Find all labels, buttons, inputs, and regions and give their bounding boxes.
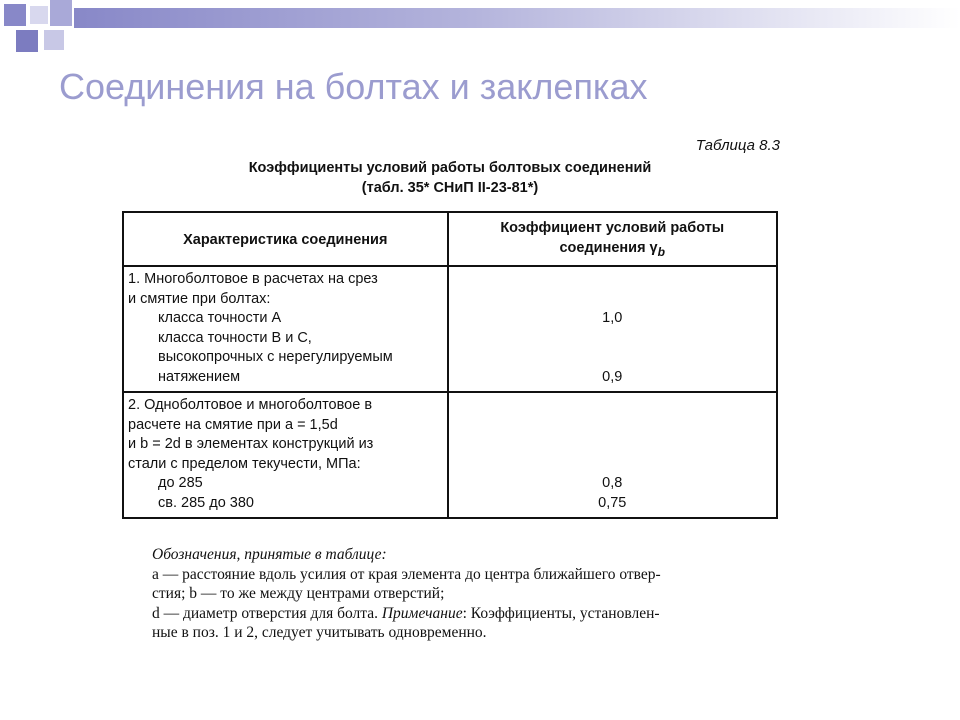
header-coefficient-subscript: b [657,244,666,259]
notes-text: d — диаметр отверстия для болта. [152,604,382,622]
decor-square [50,0,72,26]
slide-title: Соединения на болтах и заклепках [59,66,648,107]
row2-value-a: 0,8 [602,475,623,491]
row1-values [448,266,778,392]
notes-text: : Коэффициенты, установлен- [462,604,660,622]
row1-item: натяжением [158,368,241,385]
row1-line: и смятие при болтах: [128,290,271,307]
header-characteristic-label: Характеристика соединения [183,232,388,248]
decor-square [4,4,26,26]
row2-description [123,392,448,518]
row1-description [123,266,448,392]
header-characteristic [123,212,448,266]
notes-remark-label: Примечание [381,604,463,622]
decor-square [16,30,38,52]
header-gradient-bar [74,8,960,28]
row2-line: 2. Одноболтовое и многоболтовое в [128,397,373,413]
notes-line: ные в поз. 1 и 2, следует учитывать одновременно. [152,624,487,641]
notes-header: Обозначения, принятые в таблице: [152,546,387,563]
header-coefficient-line2 [453,238,773,262]
row1-line: 1. Многоболтовое в расчетах на срез [128,271,378,287]
coefficients-table [122,211,778,519]
notes-line: a — расстояние вдоль усилия от края элемента до центра ближайшего отвер- [152,565,661,583]
table-number: Таблица 8.3 [695,137,780,154]
row1-item: класса точности А [158,310,282,326]
notes-line: стия; b — то же между центрами отверстий; [152,585,445,602]
row2-line: стали с пределом текучести, МПа: [128,455,361,472]
header-coefficient [448,212,778,266]
table-caption: Коэффициенты условий работы болтовых соединений [248,160,652,176]
row2-item: до 285 [158,475,203,491]
header-coefficient-symbol: соединения γ [559,240,658,257]
row2-line: и b = 2d в элементах конструкций из [128,436,374,452]
row1-item: высокопрочных с нерегулируемым [158,349,393,365]
row1-value-b: 0,9 [602,368,623,385]
header-coefficient-line1: Коэффициент условий работы [500,220,725,237]
row2-values [448,392,778,518]
table-caption-source: (табл. 35* СНиП II-23-81*) [361,180,539,196]
row2-value-b: 0,75 [598,494,627,511]
notes-line [152,604,782,624]
table-row [123,266,777,392]
decor-square [44,30,64,50]
row1-value-a: 1,0 [602,310,623,326]
table-row [123,392,777,518]
row1-item: класса точности В и С, [158,329,312,346]
table-header-row [123,212,777,266]
header-decoration [0,0,960,60]
table-notes [152,545,782,643]
decor-square [30,6,48,24]
row2-line: расчете на смятие при a = 1,5d [128,416,338,433]
row2-item: св. 285 до 380 [158,494,254,511]
